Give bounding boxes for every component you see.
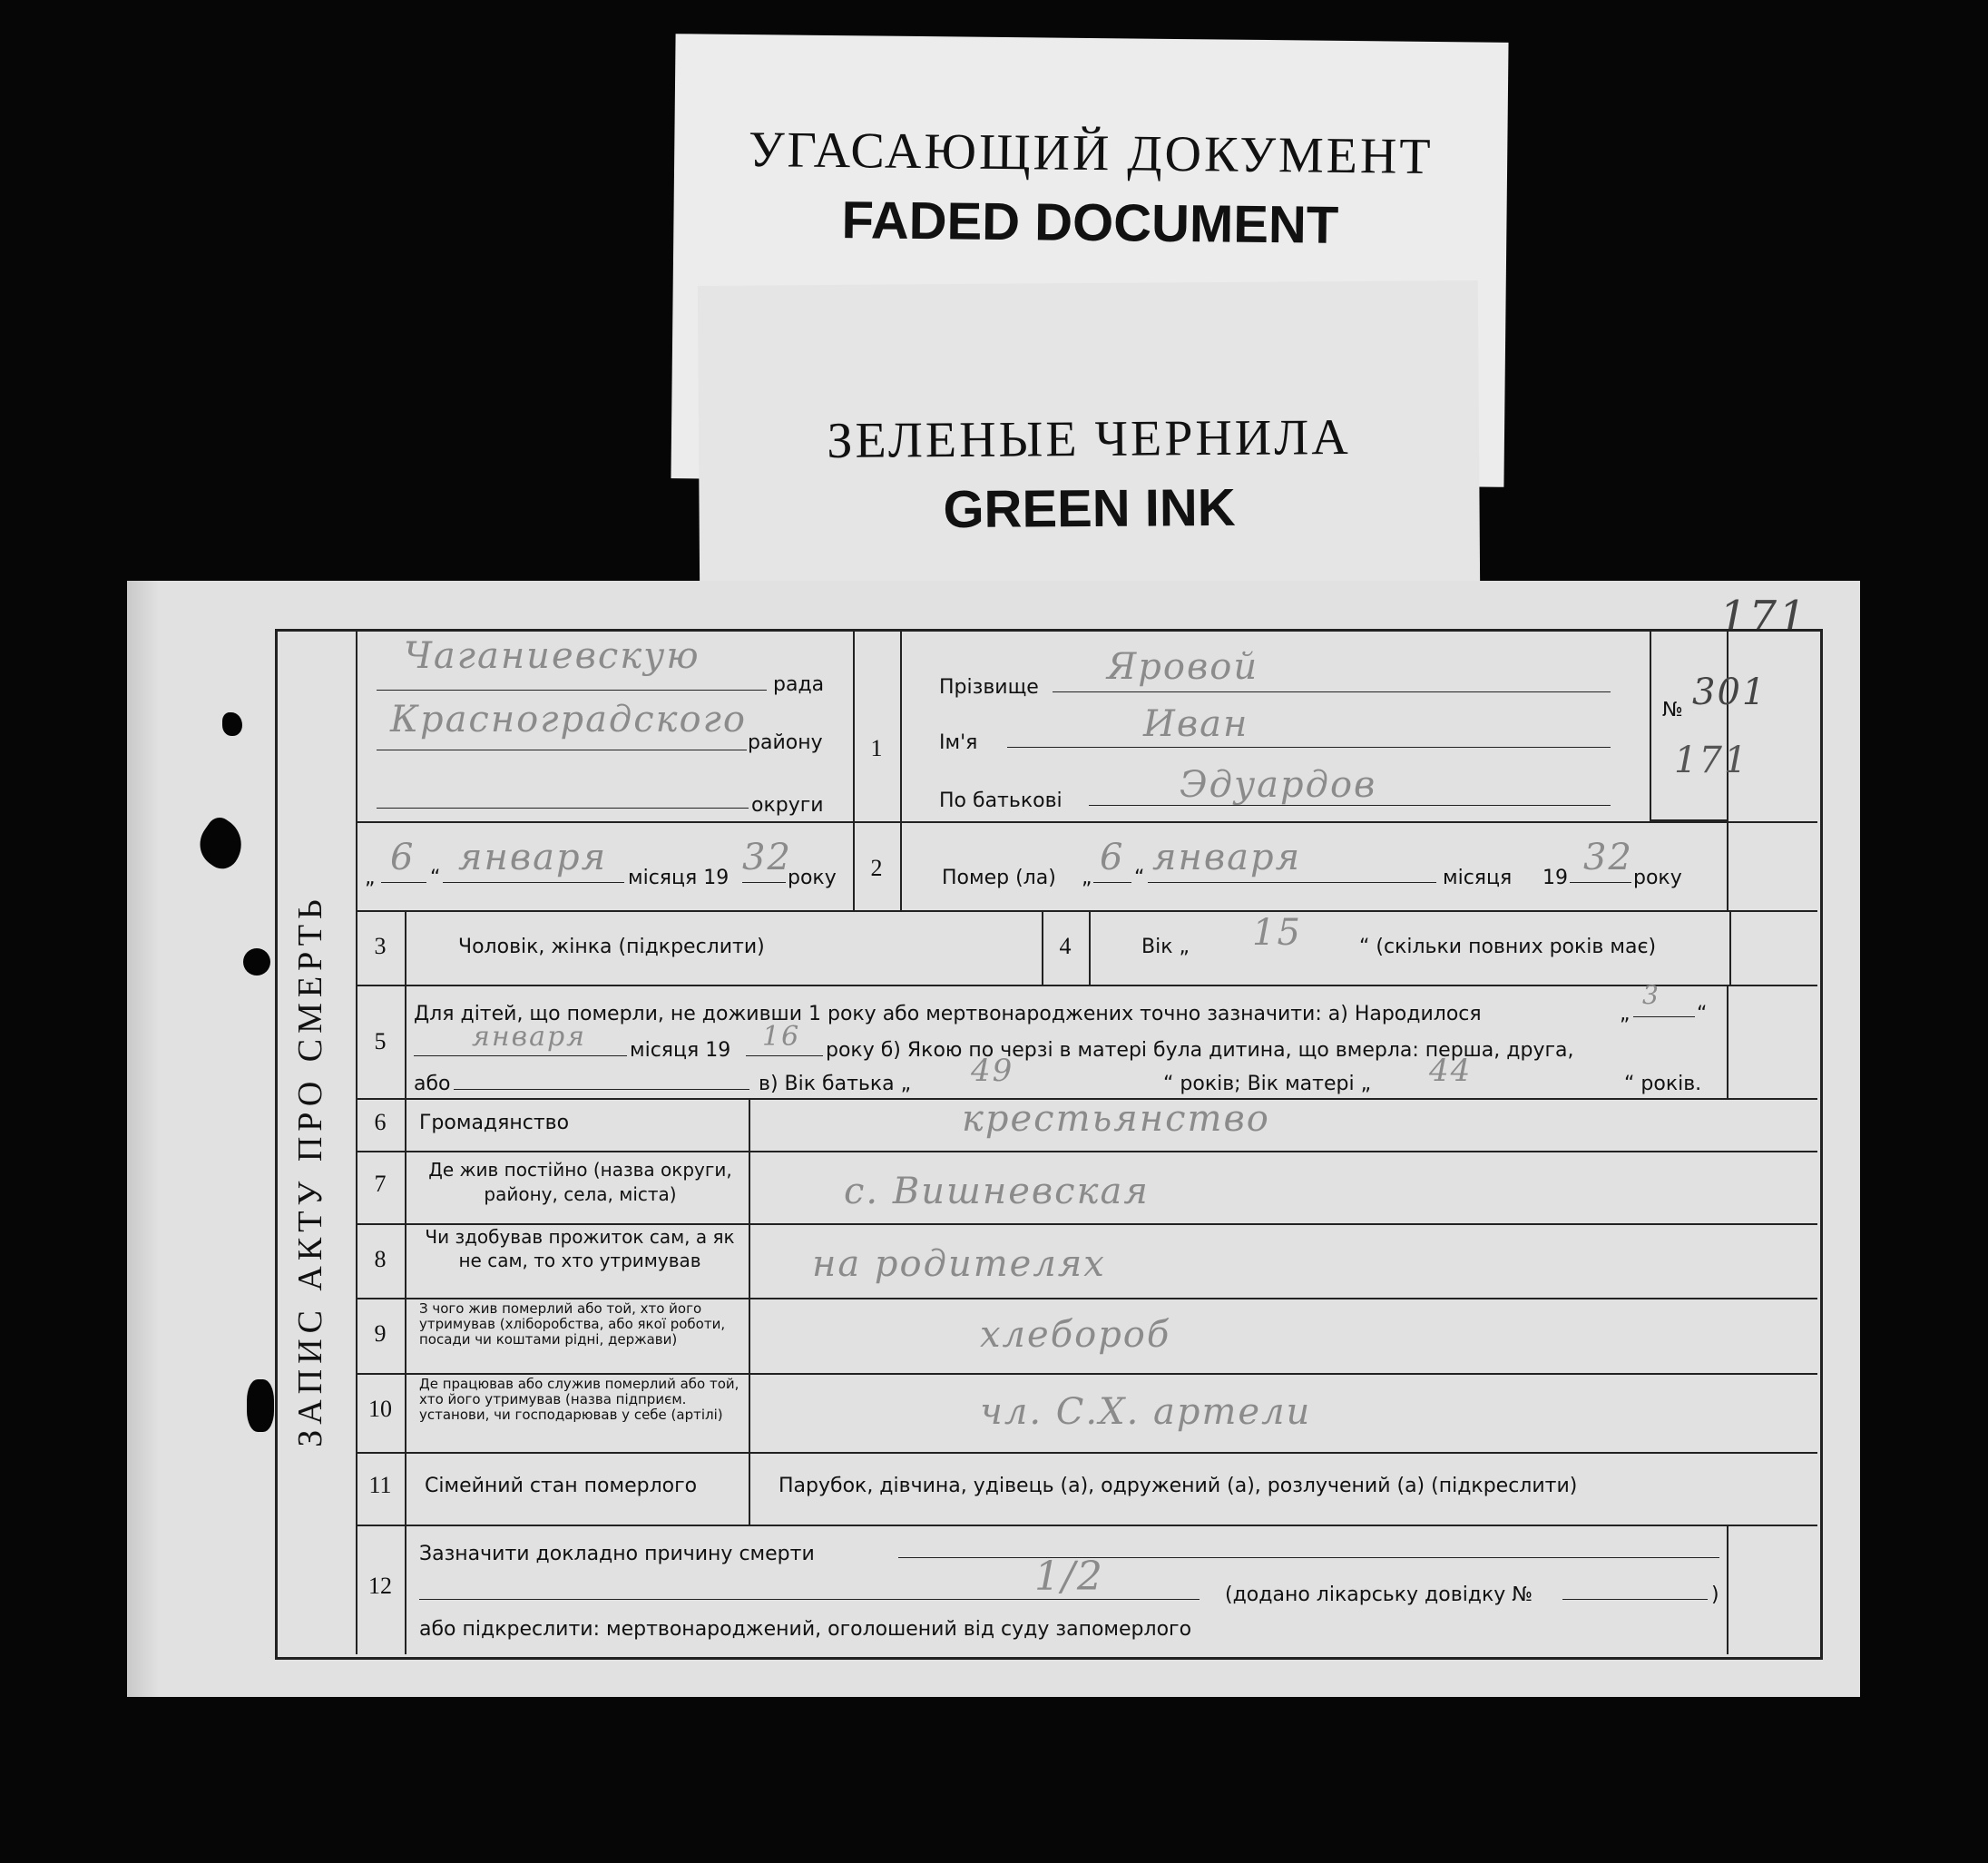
- date-month-label: місяця 19: [628, 867, 730, 889]
- living-value: на родителях: [812, 1243, 1106, 1285]
- children-year-value: 16: [762, 1021, 801, 1053]
- death-year-label: року: [1633, 867, 1682, 889]
- row-number-1: 1: [870, 735, 883, 761]
- death-quote-open: „: [1082, 867, 1092, 889]
- death-day-line: [1093, 882, 1131, 883]
- divider: [1089, 910, 1091, 985]
- okruhy-label: округи: [751, 794, 824, 817]
- children-mother-label: “ років; Вік матері „: [1163, 1073, 1371, 1095]
- rada-label: рада: [773, 673, 825, 696]
- row-number-7: 7: [374, 1171, 387, 1197]
- okruhy-line: [377, 808, 749, 809]
- death-year-line: [1570, 882, 1631, 883]
- children-abo-line: [454, 1089, 749, 1090]
- date-day-line: [381, 882, 426, 883]
- date-day-value: 6: [390, 837, 416, 878]
- cause-cert-line: [1562, 1599, 1708, 1600]
- green-label-en: GREEN INK: [943, 477, 1236, 540]
- age-value: 15: [1252, 912, 1302, 954]
- record-number-label: №: [1662, 699, 1683, 721]
- date-month-line: [443, 882, 624, 883]
- divider: [356, 1151, 1817, 1152]
- death-month-label: місяця: [1443, 867, 1513, 889]
- faded-label-en: FADED DOCUMENT: [841, 191, 1339, 255]
- income-value: хлебороб: [980, 1314, 1171, 1356]
- children-line-1: Для дітей, що померли, не доживши 1 року або мертвонароджених точно зазначити: а) Народилося: [414, 1003, 1482, 1025]
- divider: [356, 985, 1817, 986]
- form-title: ЗАПИС АКТУ ПРО СМЕРТЬ: [291, 894, 329, 1447]
- surname-line: [1053, 691, 1611, 692]
- name-label: Ім'я: [939, 731, 978, 754]
- divider: [1727, 1525, 1728, 1654]
- record-number-value-2: 171: [1674, 740, 1749, 781]
- death-day-value: 6: [1100, 837, 1125, 878]
- cause-value: 1/2: [1034, 1554, 1104, 1600]
- death-label: Помер (ла): [942, 867, 1056, 889]
- date-year-line: [742, 882, 786, 883]
- death-year-value: 32: [1583, 837, 1633, 878]
- record-number-value: 301: [1692, 672, 1768, 713]
- sex-label: Чоловік, жінка (підкреслити): [458, 936, 765, 958]
- work-label: Де працював або служив померлий або той, хто його утримував (назва підприєм. установи, чи господарював у себе (артілі): [419, 1376, 739, 1423]
- row-number-5: 5: [374, 1028, 387, 1054]
- residence-value: с. Вишневская: [844, 1171, 1150, 1212]
- row-number-4: 4: [1059, 933, 1072, 959]
- divider: [356, 1452, 1817, 1454]
- divider: [749, 1452, 750, 1525]
- record-number-box: [1650, 629, 1728, 821]
- divider: [356, 1373, 1817, 1375]
- date-quote-close: “: [430, 867, 441, 889]
- divider: [356, 910, 1817, 912]
- row-number-column: [405, 910, 406, 1654]
- cause-cert-close: ): [1711, 1584, 1719, 1606]
- age-label: Вік „: [1141, 936, 1190, 958]
- children-month-line: [414, 1055, 627, 1056]
- death-month-line: [1148, 882, 1436, 883]
- cause-label: Зазначити докладно причину смерти: [419, 1543, 815, 1565]
- row-number-6: 6: [374, 1109, 387, 1135]
- citizenship-label: Громадянство: [419, 1112, 570, 1134]
- death-record-form: [275, 629, 1823, 1660]
- age-suffix: “ (скільки повних років має): [1359, 936, 1657, 958]
- patronymic-value: Эдуардов: [1180, 764, 1377, 806]
- green-ink-label: [698, 280, 1480, 590]
- children-quote-open: „: [1620, 1003, 1631, 1025]
- row-number-9: 9: [374, 1320, 387, 1347]
- name-line: [1007, 747, 1611, 748]
- father-age-value: 49: [971, 1053, 1014, 1089]
- children-quote-close: “: [1697, 1003, 1708, 1025]
- divider: [900, 629, 902, 910]
- children-month-label: місяця 19: [630, 1039, 731, 1062]
- children-years-label: “ років.: [1624, 1073, 1702, 1095]
- children-year-line: [746, 1055, 823, 1056]
- income-label: З чого жив померлий або той, хто його утримував (хліборобства, або якої роботи, посади чи коштами рідні, держави): [419, 1300, 726, 1348]
- row-number-11: 11: [368, 1472, 392, 1498]
- ink-blot: [222, 712, 242, 736]
- living-label: Чи здобував прожиток сам, а як не сам, то хто утримував: [425, 1226, 735, 1271]
- children-abo: або: [414, 1073, 451, 1095]
- mother-age-value: 44: [1429, 1053, 1473, 1089]
- title-divider: [356, 629, 357, 1654]
- family-label: Сімейний стан померлого: [425, 1475, 698, 1497]
- patronymic-label: По батькові: [939, 789, 1063, 812]
- date-year-label: року: [788, 867, 837, 889]
- torn-edge: [127, 581, 159, 1697]
- divider: [356, 1298, 1817, 1299]
- ink-blot: [243, 948, 270, 976]
- citizenship-value: крестьянство: [962, 1098, 1270, 1140]
- ink-blot: [247, 1379, 274, 1432]
- date-year-value: 32: [742, 837, 792, 878]
- work-value: чл. С.Х. артели: [980, 1391, 1312, 1433]
- surname-value: Яровой: [1107, 646, 1259, 688]
- children-day-value: 3: [1642, 980, 1660, 1010]
- death-nineteen: 19: [1542, 867, 1568, 889]
- row-number-2: 2: [870, 855, 883, 881]
- faded-label-ru: УГАСАЮЩИЙ ДОКУМЕНТ: [748, 122, 1434, 185]
- children-father-label: в) Вік батька „: [759, 1073, 912, 1095]
- row-number-3: 3: [374, 933, 387, 959]
- row-number-10: 10: [368, 1396, 392, 1422]
- cause-line-1: [898, 1557, 1719, 1558]
- death-quote-close: “: [1134, 867, 1145, 889]
- page-number: 171: [1719, 592, 1808, 642]
- children-day-line: [1633, 1016, 1695, 1017]
- date-month-value: января: [458, 837, 608, 878]
- family-options: Парубок, дівчина, удівець (а), одружений (а), розлучений (а) (підкреслити): [779, 1475, 1578, 1497]
- cause-cert-label: (додано лікарську довідку №: [1225, 1584, 1533, 1606]
- raion-label: району: [748, 731, 823, 754]
- divider: [1727, 985, 1728, 1098]
- rada-line: [377, 690, 767, 691]
- row-number-8: 8: [374, 1246, 387, 1272]
- death-month-value: января: [1152, 837, 1302, 878]
- divider: [356, 1525, 1817, 1526]
- date-quote-open: „: [365, 867, 376, 889]
- divider: [1729, 910, 1731, 985]
- raion-value: Красноградского: [390, 699, 747, 740]
- residence-label: Де жив постійно (назва округи, району, села, міста): [428, 1159, 732, 1205]
- rada-value: Чаганиевскую: [404, 635, 700, 677]
- children-line-2: року б) Якою по черзі в матері була дитина, що вмерла: перша, друга,: [826, 1039, 1574, 1062]
- children-month-value: января: [472, 1021, 587, 1053]
- surname-label: Прізвище: [939, 676, 1039, 699]
- name-value: Иван: [1143, 703, 1249, 745]
- cause-alt: або підкреслити: мертвонароджений, оголошений від суду запомерлого: [419, 1618, 1192, 1641]
- divider: [356, 821, 1817, 823]
- row-number-12: 12: [368, 1573, 392, 1599]
- green-label-ru: ЗЕЛЕНЫЕ ЧЕРНИЛА: [827, 408, 1351, 470]
